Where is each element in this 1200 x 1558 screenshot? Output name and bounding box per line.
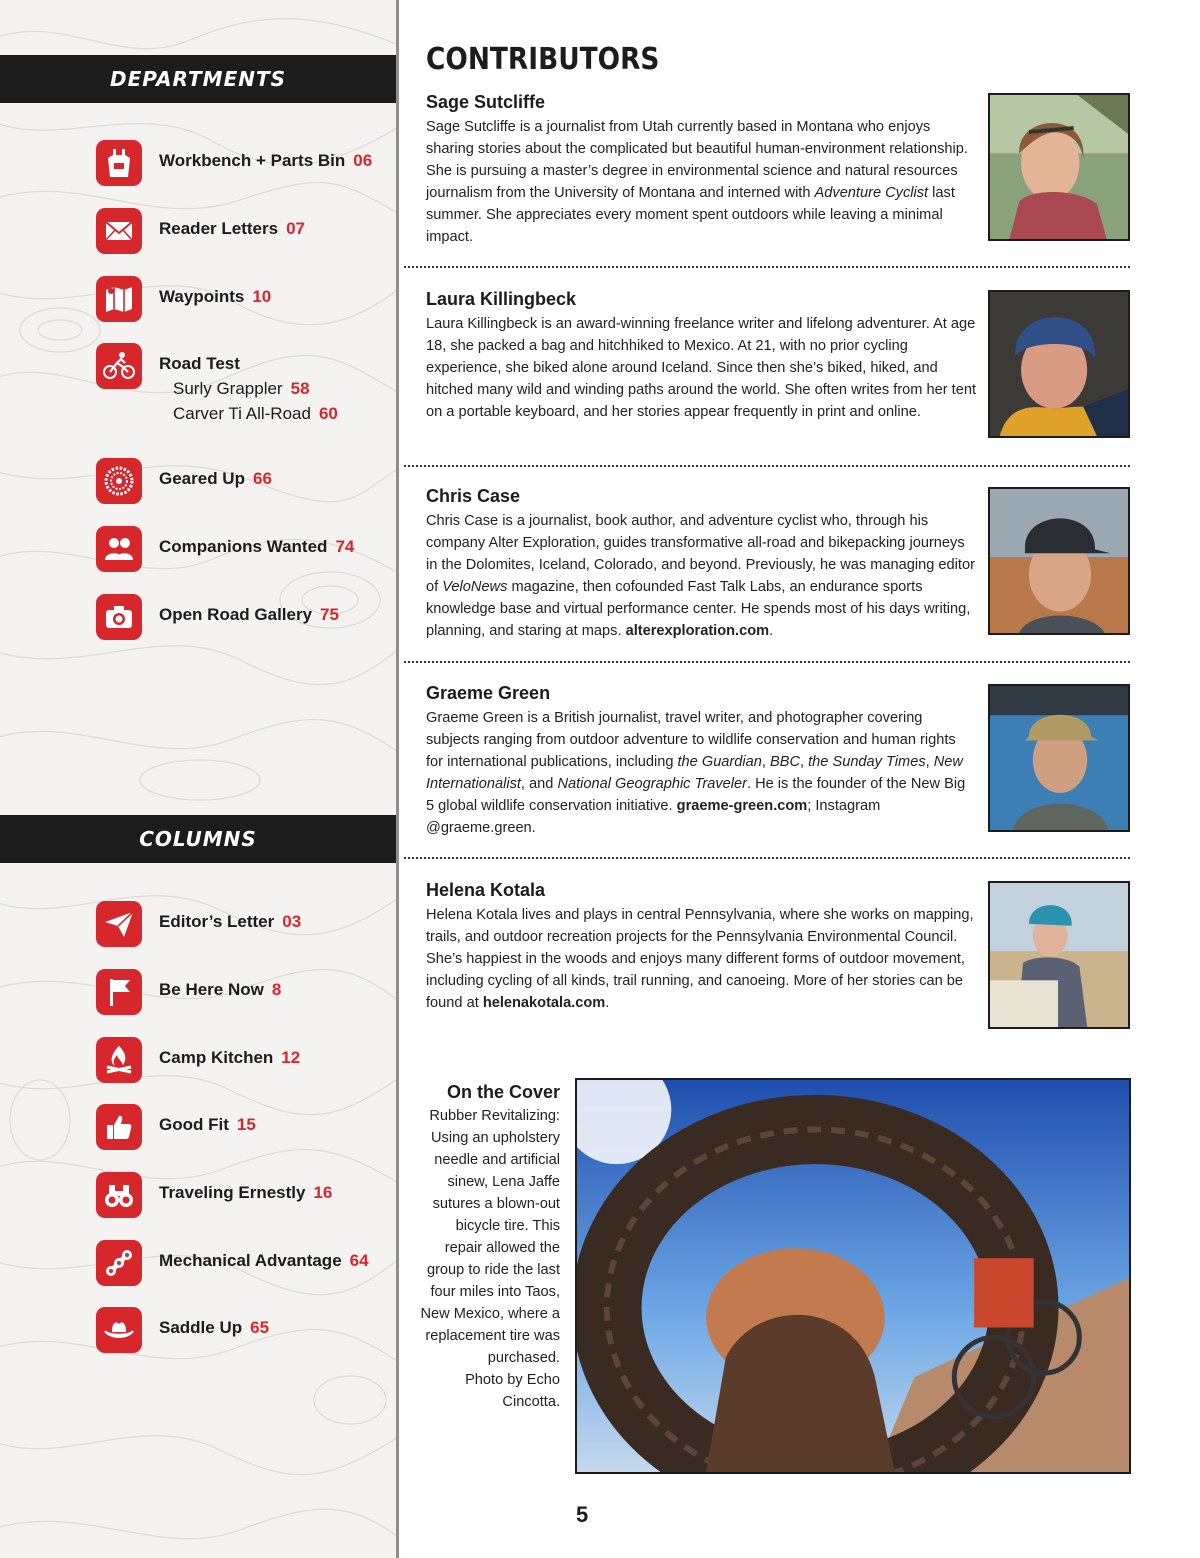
- contributor-name: Helena Kotala: [426, 880, 546, 900]
- columns-header: COLUMNS: [0, 815, 396, 863]
- contributor-laura-killingbeck: [426, 289, 1130, 423]
- toc-label: Companions Wanted: [159, 537, 328, 556]
- cover-title: On the Cover: [446, 1082, 560, 1102]
- contributor-name: Chris Case: [426, 486, 521, 506]
- cog-icon: [102, 464, 136, 498]
- toc-label: Saddle Up: [159, 1318, 243, 1337]
- toc-item-waypoints[interactable]: [96, 276, 271, 322]
- contributor-graeme-green: [426, 683, 1130, 839]
- toc-subitem-surly-grappler[interactable]: Surly Grappler 58: [173, 379, 310, 398]
- campfire-icon: [102, 1043, 136, 1077]
- toc-label: Reader Letters: [159, 219, 279, 238]
- toc-item-be-here-now[interactable]: [96, 969, 281, 1015]
- contributor-photo: [988, 290, 1130, 438]
- toc-page: 10: [252, 287, 272, 306]
- sidebar: [0, 0, 396, 1558]
- cyclist-icon: [102, 349, 136, 383]
- contributor-photo: [988, 93, 1130, 241]
- contributor-helena-kotala: [426, 880, 1130, 1014]
- toc-label: Be Here Now: [159, 980, 264, 999]
- toc-label: Camp Kitchen: [159, 1048, 274, 1067]
- envelope-icon: [102, 214, 136, 248]
- toc-page: 15: [236, 1115, 256, 1134]
- contributor-photo: [988, 487, 1130, 635]
- cover-caption-text: Rubber Revitalizing: Using an upholstery needle and artificial sinew, Lena Jaffe sutures a blown-out bicycle tire. This repair allowed the group to ride the last four miles into Taos, New Mexico, where a replacement tire was purchased.: [420, 1108, 560, 1366]
- camera-icon: [102, 600, 136, 634]
- separator: [404, 465, 1130, 467]
- people-icon: [102, 532, 136, 566]
- contributor-bio: Chris Case is a journalist, book author, and adventure cyclist who, through his company Alter Exploration, guides transformative all-road and bikepacking journeys in the Dolomites, Iceland, Colorado, and beyond. Previously, he was managing editor of VeloNews magazine, then cofounded Fast Talk Labs, an endurance sports knowledge base and virtual performance center. He spends most of his days writing, planning, and staring at maps. alterexploration.com.: [426, 513, 975, 639]
- contributor-name: Sage Sutcliffe: [426, 92, 546, 112]
- toc-page: 65: [250, 1318, 270, 1337]
- paper-plane-icon: [102, 907, 136, 941]
- contributor-chris-case: [426, 486, 1130, 642]
- toc-page: 75: [320, 605, 339, 624]
- toc-item-camp-kitchen[interactable]: [96, 1037, 300, 1083]
- toc-label: Open Road Gallery: [159, 605, 313, 624]
- toc-subitem-carver-ti[interactable]: Carver Ti All-Road 60: [173, 404, 338, 423]
- cover-photo: [575, 1078, 1131, 1474]
- apron-icon: [102, 146, 136, 180]
- contributor-photo: [988, 881, 1130, 1029]
- contributor-name: Graeme Green: [426, 683, 551, 703]
- toc-item-road-test[interactable]: [96, 343, 338, 424]
- toc-page: 8: [271, 980, 282, 999]
- toc-label: Waypoints: [159, 287, 245, 306]
- toc-label: Traveling Ernestly: [159, 1183, 306, 1202]
- contributor-bio: Graeme Green is a British journalist, travel writer, and photographer covering subjects ranging from outdoor adventure to wildlife conservation and human rights for international publications, including the Guardian, BBC, the Sunday Times, New Internationalist, and National Geographic Traveler. He is the founder of the New Big 5 global wildlife conservation initiative. graeme-green.com; Instagram @graeme.green.: [426, 710, 966, 836]
- toc-page: 66: [252, 469, 272, 488]
- toc-item-open-road-gallery[interactable]: [96, 594, 339, 640]
- toc-label: Geared Up: [159, 469, 245, 488]
- toc-item-editors-letter[interactable]: [96, 901, 301, 947]
- cover-credit: Photo by Echo Cincotta.: [465, 1372, 560, 1410]
- toc-item-reader-letters[interactable]: [96, 208, 305, 254]
- hat-icon: [102, 1313, 136, 1347]
- separator: [404, 661, 1130, 663]
- toc-label: Workbench + Parts Bin: [159, 151, 346, 170]
- toc-label: Road Test: [159, 354, 240, 373]
- cover-caption: [420, 1082, 560, 1413]
- toc-item-geared-up[interactable]: [96, 458, 272, 504]
- toc-page: 12: [281, 1048, 301, 1067]
- column-divider: [396, 0, 399, 1558]
- toc-page: 06: [353, 151, 373, 170]
- flag-icon: [102, 975, 136, 1009]
- toc-label: Mechanical Advantage: [159, 1251, 342, 1270]
- chain-icon: [102, 1246, 136, 1280]
- separator: [404, 266, 1130, 268]
- toc-label: Good Fit: [159, 1115, 229, 1134]
- toc-item-saddle-up[interactable]: [96, 1307, 269, 1353]
- contributor-photo: [988, 684, 1130, 832]
- contributor-bio: Sage Sutcliffe is a journalist from Utah currently based in Montana who enjoys sharing stories about the complicated but beautiful human-environment relationship. She is pursuing a master’s degree in environmental science and natural resources journalism from the University of Montana and interned with Adventure Cyclist last summer. She appreciates every moment spent outdoors while leaving a minimal impact.: [426, 119, 968, 245]
- toc-page: 74: [335, 537, 355, 556]
- toc-page: 03: [282, 912, 302, 931]
- departments-header: DEPARTMENTS: [0, 55, 396, 103]
- toc-item-workbench[interactable]: [96, 140, 372, 186]
- page-number: 5: [576, 1502, 589, 1527]
- contributor-sage-sutcliffe: [426, 92, 1130, 248]
- binoculars-icon: [102, 1178, 136, 1212]
- toc-page: 16: [313, 1183, 333, 1202]
- thumbs-up-icon: [102, 1110, 136, 1144]
- map-icon: [102, 282, 136, 316]
- page-title: CONTRIBUTORS: [426, 42, 660, 77]
- separator: [404, 857, 1130, 859]
- toc-page: 07: [286, 219, 305, 238]
- toc-item-good-fit[interactable]: [96, 1104, 256, 1150]
- toc-item-traveling-ernestly[interactable]: [96, 1172, 332, 1218]
- contributor-name: Laura Killingbeck: [426, 289, 577, 309]
- toc-item-companions-wanted[interactable]: [96, 526, 354, 572]
- contributor-bio: Helena Kotala lives and plays in central Pennsylvania, where she works on mapping, trails, and outdoor recreation projects for the Pennsylvania Environmental Council. She’s happiest in the woods and enjoys many different forms of outdoor movement, including cycling of all kinds, trail running, and canoeing. More of her stories can be found at helenakotala.com.: [426, 907, 974, 1011]
- contributor-bio: Laura Killingbeck is an award-winning freelance writer and lifelong adventurer. At age 18, she packed a bag and hitchhiked to Mexico. At 21, with no prior cycling experience, she biked alone around Iceland. Since then she’s biked, hiked, and hitched many wild and winding paths around the world. She often writes from her tent on a portable keyboard, and her stories appear frequently in print and online.: [426, 316, 977, 420]
- toc-page: 64: [349, 1251, 369, 1270]
- toc-item-mechanical-advantage[interactable]: [96, 1240, 369, 1286]
- toc-label: Editor’s Letter: [159, 912, 275, 931]
